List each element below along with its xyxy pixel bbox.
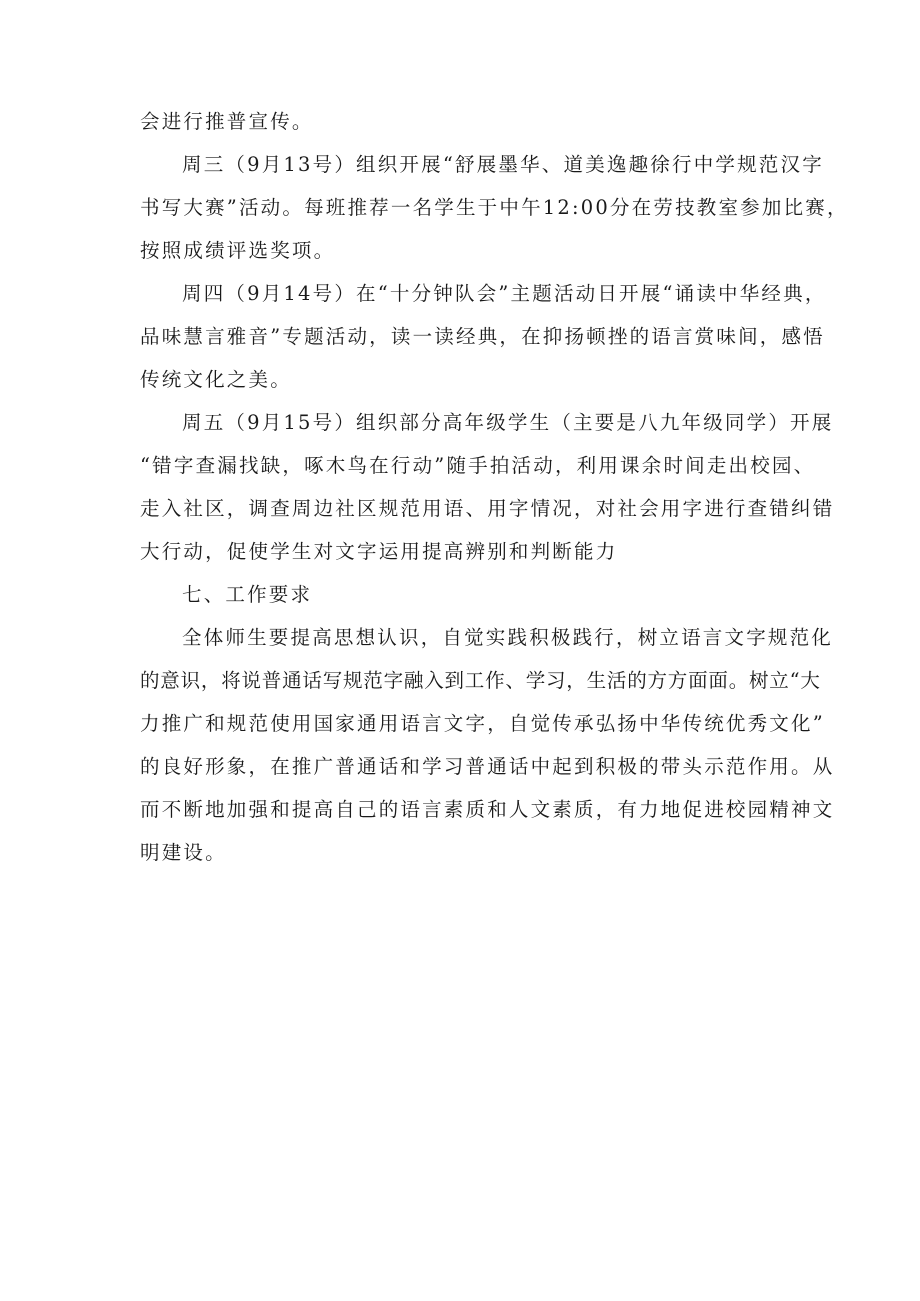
text-line: “错字查漏找缺，啄木鸟在行动”随手拍活动，利用课余时间走出校园、 <box>140 454 816 477</box>
text-line: 品味慧言雅音”专题活动，读一读经典，在抑扬顿挫的语言赏味间，感悟 <box>140 325 825 348</box>
text-line: 按照成绩评选奖项。 <box>140 239 336 262</box>
text-line: 走入社区，调查周边社区规范用语、用字情况，对社会用字进行查错纠错 <box>140 497 835 520</box>
text-line: 传统文化之美。 <box>140 368 292 391</box>
section-heading: 七、工作要求 <box>182 583 313 606</box>
text-line: 明建设。 <box>140 841 227 864</box>
text-line: 周五（9月15号）组织部分高年级学生（主要是八九年级同学）开展 <box>182 411 834 434</box>
text-line: 周四（9月14号）在“十分钟队会”主题活动日开展“诵读中华经典， <box>182 282 827 305</box>
text-line: 的意识，将说普通话写规范字融入到工作、学习，生活的方方面面。树立“大 <box>140 669 821 692</box>
text-line: 而不断地加强和提高自己的语言素质和人文素质，有力地促进校园精神文 <box>140 798 835 821</box>
text-line: 的良好形象，在推广普通话和学习普通话中起到积极的带头示范作用。从 <box>140 755 835 778</box>
text-line: 周三（9月13号）组织开展“舒展墨华、道美逸趣徐行中学规范汉字 <box>182 153 824 176</box>
text-line: 书写大赛”活动。每班推荐一名学生于中午12:00分在劳技教室参加比赛， <box>140 196 849 219</box>
text-line: 全体师生要提高思想认识，自觉实践积极践行，树立语言文字规范化 <box>182 626 834 649</box>
text-line: 力推广和规范使用国家通用语言文字，自觉传承弘扬中华传统优秀文化” <box>140 712 825 735</box>
text-line: 大行动，促使学生对文字运用提高辨别和判断能力 <box>140 540 618 563</box>
text-line: 会进行推普宣传。 <box>140 110 314 133</box>
